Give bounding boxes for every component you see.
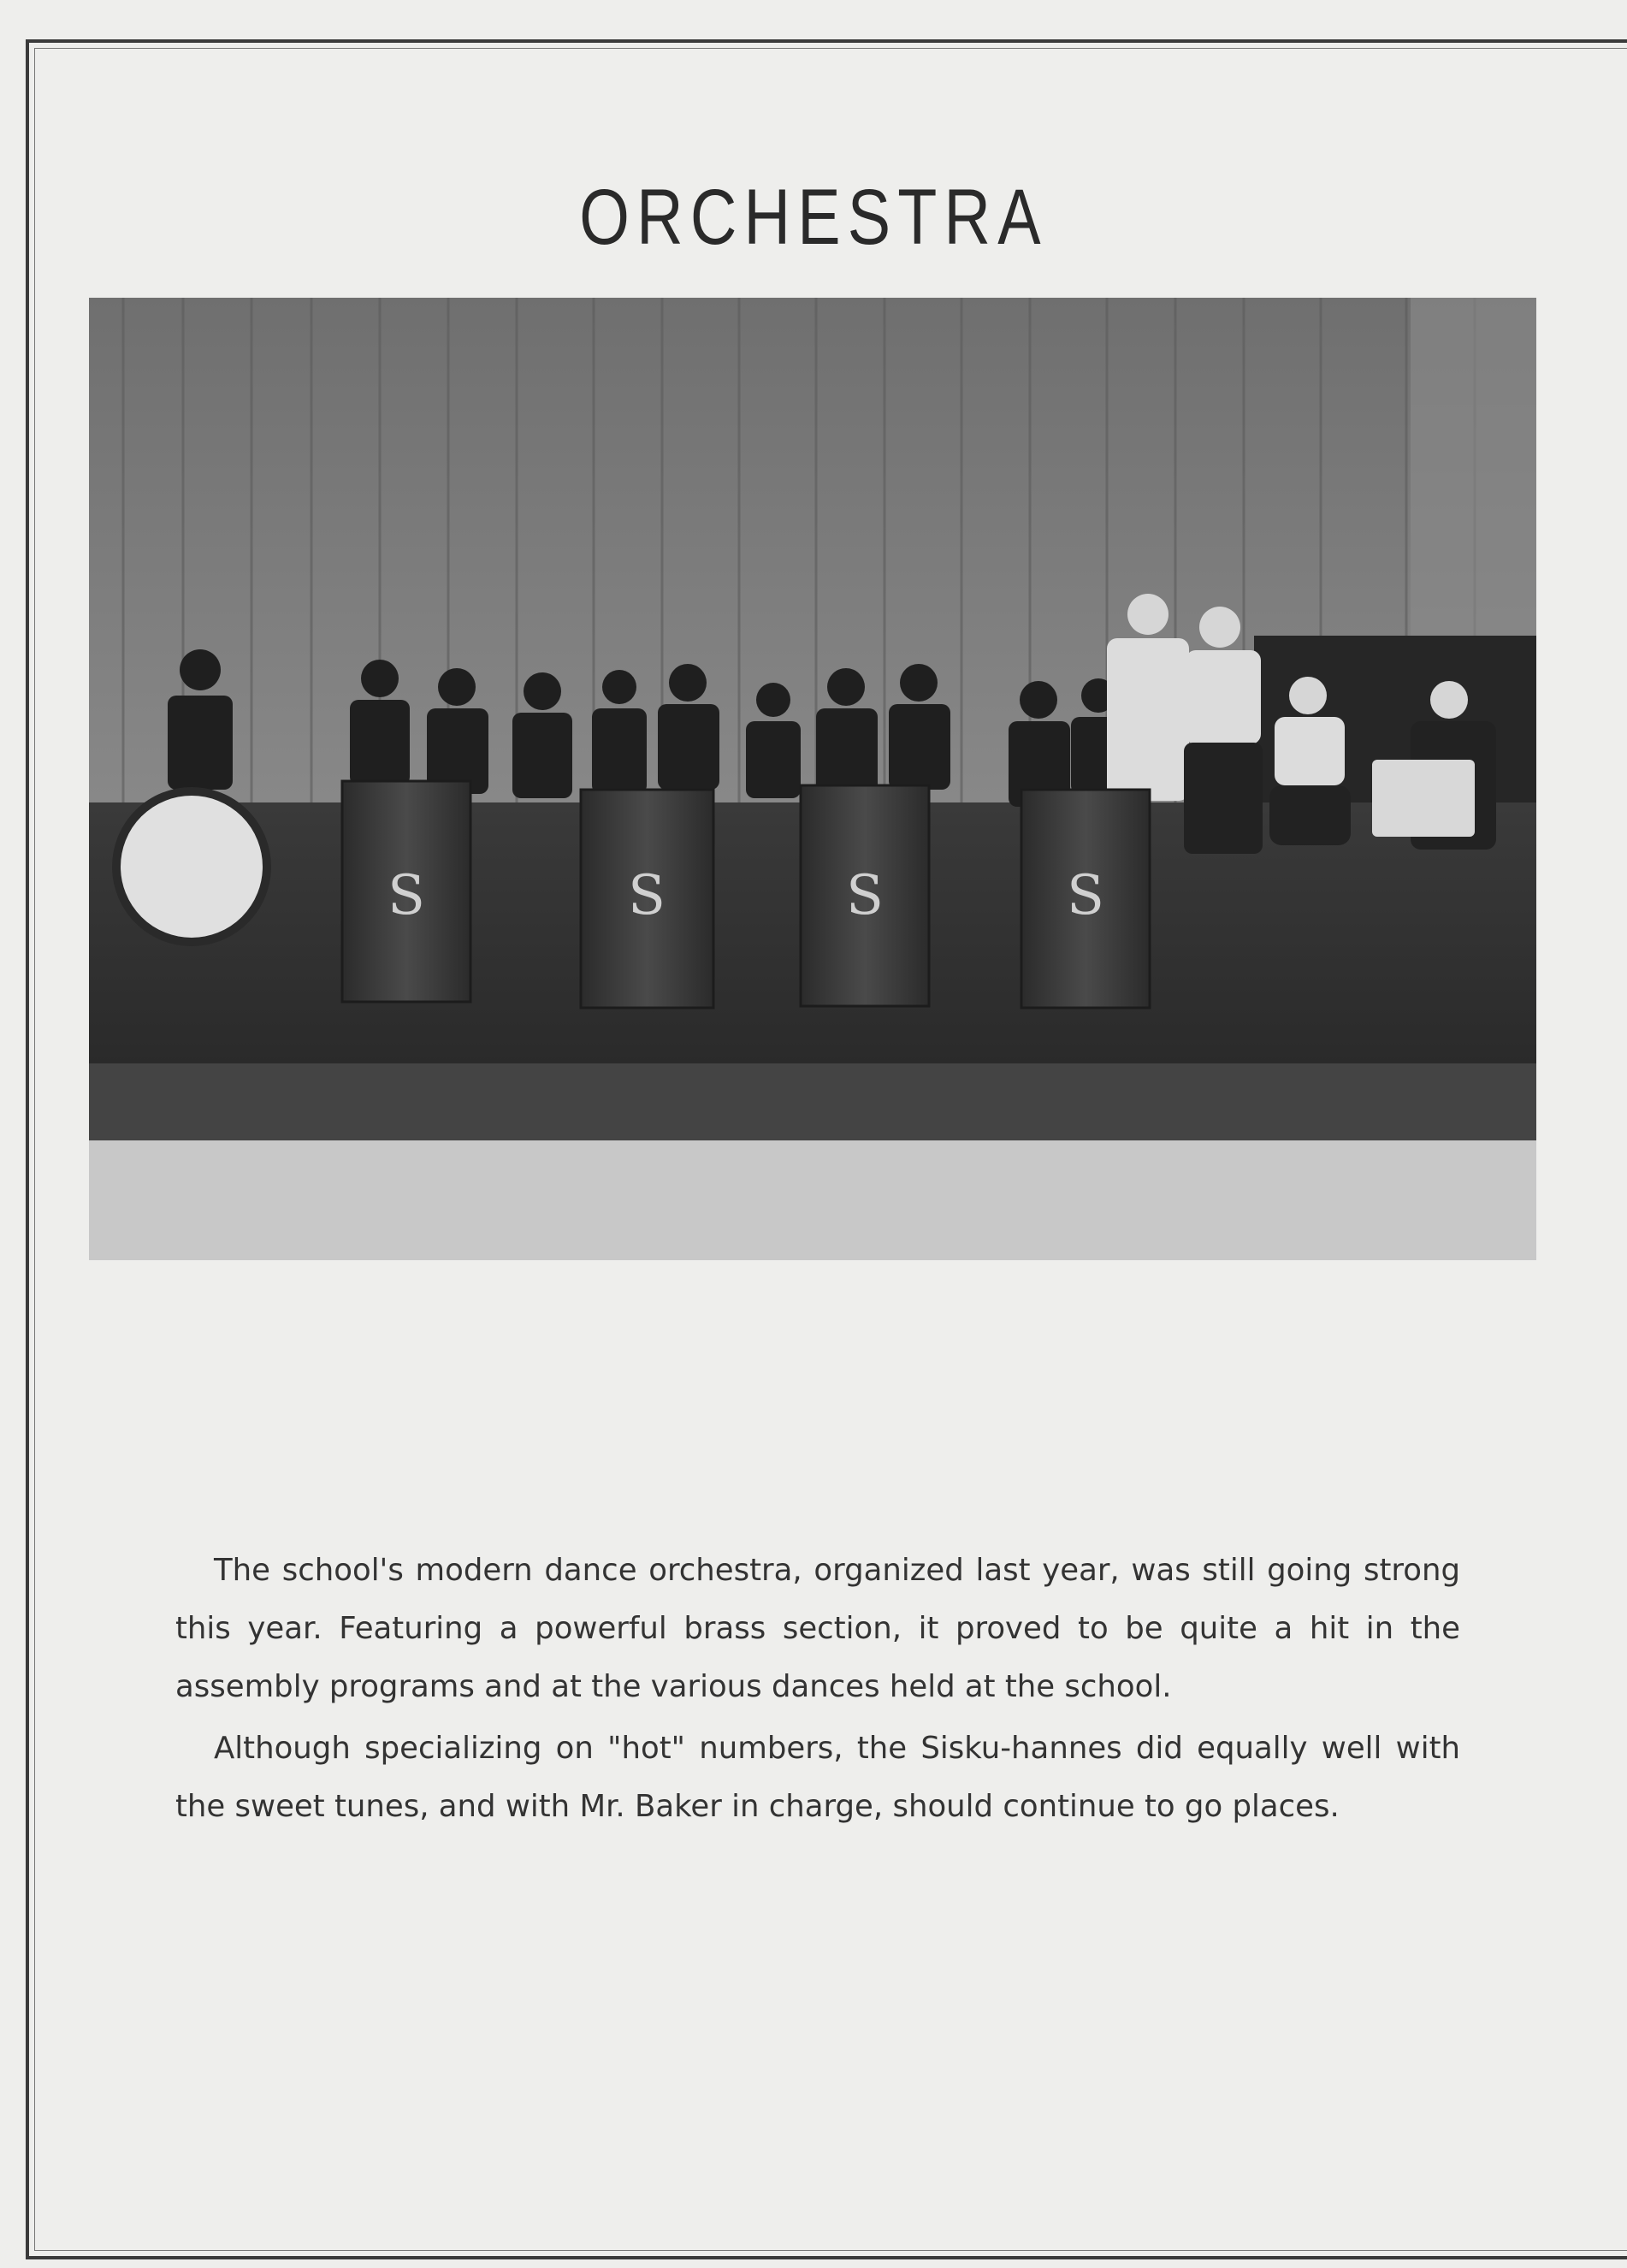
caption-paragraph-1: The school's modern dance orchestra, organized last year, was still going strong this year. Featuring a powerful brass section, it proved to be quite a hit in the assembly programs and at the various dances held at the school. bbox=[175, 1553, 1460, 1704]
orchestra-photo-illustration bbox=[89, 298, 1536, 1260]
stand-monogram: S bbox=[846, 864, 884, 927]
orchestra-photo bbox=[89, 298, 1536, 1260]
stand-monogram: S bbox=[1067, 864, 1104, 927]
stand-monogram: S bbox=[388, 864, 425, 927]
caption-paragraph-2: Although specializing on "hot" numbers, the Sisku-hannes did equally well with the sweet tunes, and with Mr. Baker in charge, should continue to go places. bbox=[175, 1731, 1460, 1824]
page-title: ORCHESTRA bbox=[579, 173, 1048, 261]
stand-monogram: S bbox=[628, 864, 666, 927]
caption-text bbox=[175, 1542, 1460, 1839]
